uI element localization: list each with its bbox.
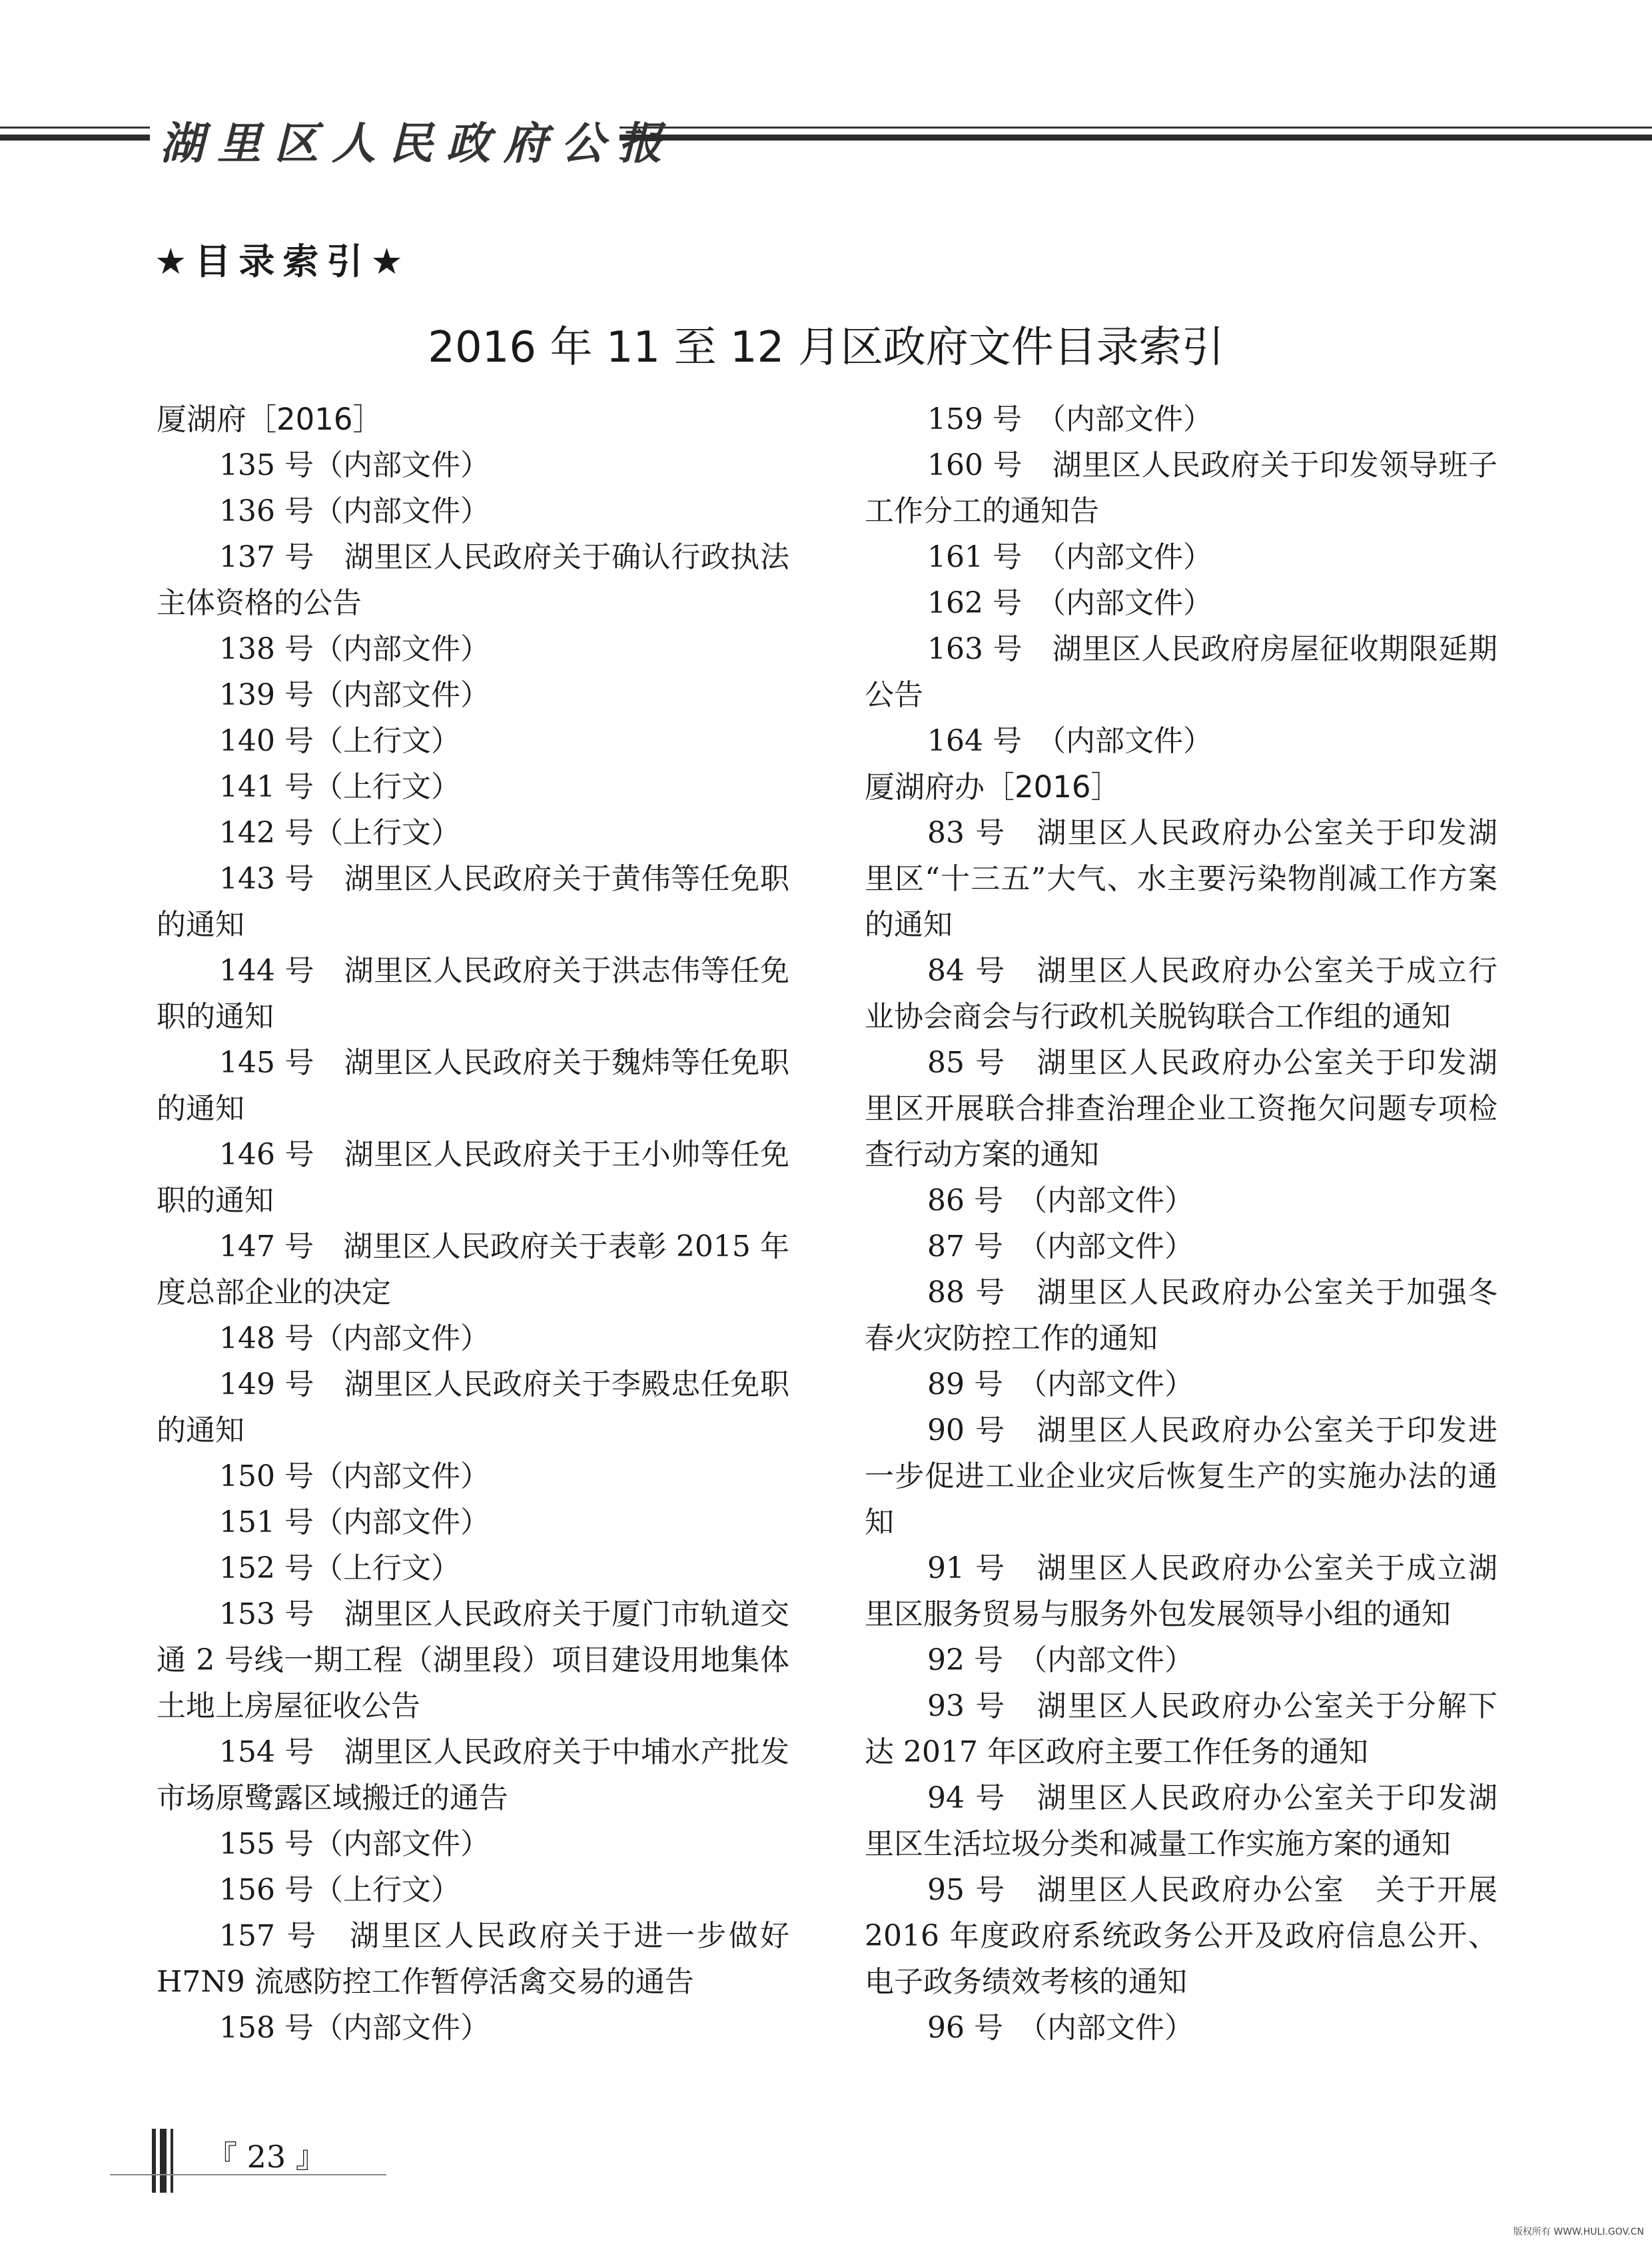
right-entry-list-a xyxy=(865,396,1497,764)
document-entry: 148 号（内部文件） xyxy=(219,1321,490,1355)
document-entry: 135 号（内部文件） xyxy=(219,448,490,482)
right-column xyxy=(865,396,1497,2051)
bulletin-header xyxy=(0,100,1652,173)
group-heading-fu: 厦湖府［2016］ xyxy=(157,402,383,437)
left-entry-list xyxy=(157,442,789,2051)
copyright-notice: 版权所有 WWW.HULI.GOV.CN xyxy=(1513,2227,1644,2237)
document-entry: 90 号 湖里区人民政府办公室关于印发进一步促进工业企业灾后恢复生产的实施办法的通知 xyxy=(865,1413,1497,1539)
document-entry: 87 号 （内部文件） xyxy=(927,1230,1194,1264)
document-entry: 86 号 （内部文件） xyxy=(927,1184,1194,1218)
document-entry: 149 号 湖里区人民政府关于李殿忠任免职的通知 xyxy=(157,1367,789,1447)
document-entry: 137 号 湖里区人民政府关于确认行政执法主体资格的公告 xyxy=(157,540,789,620)
page-title: 2016 年 11 至 12 月区政府文件目录索引 xyxy=(428,323,1224,372)
document-entry: 147 号 湖里区人民政府关于表彰 2015 年度总部企业的决定 xyxy=(157,1230,789,1309)
document-entry: 139 号（内部文件） xyxy=(219,678,490,712)
document-entry: 83 号 湖里区人民政府办公室关于印发湖里区“十三五”大气、水主要污染物削减工作方案的通知 xyxy=(865,816,1497,942)
document-entry: 158 号（内部文件） xyxy=(219,2011,490,2045)
group-heading-fuban: 厦湖府办［2016］ xyxy=(865,769,1121,805)
document-entry: 91 号 湖里区人民政府办公室关于成立湖里区服务贸易与服务外包发展领导小组的通知 xyxy=(865,1551,1497,1631)
document-entry: 85 号 湖里区人民政府办公室关于印发湖里区开展联合排查治理企业工资拖欠问题专项检查行动方案的通知 xyxy=(865,1046,1497,1172)
document-entry: 164 号 （内部文件） xyxy=(927,724,1212,758)
document-entry: 153 号 湖里区人民政府关于厦门市轨道交通 2 号线一期工程（湖里段）项目建设用地集体土地上房屋征收公告 xyxy=(157,1597,789,1723)
document-entry: 84 号 湖里区人民政府办公室关于成立行业协会商会与行政机关脱钩联合工作组的通知 xyxy=(865,954,1497,1034)
section-label: ★目录索引★ xyxy=(155,240,411,282)
document-entry: 155 号（内部文件） xyxy=(219,1827,490,1861)
document-entry: 93 号 湖里区人民政府办公室关于分解下达 2017 年区政府主要工作任务的通知 xyxy=(865,1689,1497,1769)
document-entry: 88 号 湖里区人民政府办公室关于加强冬春火灾防控工作的通知 xyxy=(865,1276,1497,1355)
bulletin-title: 湖里区人民政府公报 xyxy=(160,118,675,169)
document-entry: 162 号 （内部文件） xyxy=(927,586,1212,620)
document-entry: 144 号 湖里区人民政府关于洪志伟等任免职的通知 xyxy=(157,954,789,1034)
left-column xyxy=(157,396,789,2051)
document-entry: 160 号 湖里区人民政府关于印发领导班子工作分工的通知告 xyxy=(865,448,1497,528)
document-entry: 89 号 （内部文件） xyxy=(927,1367,1194,1401)
document-entry: 145 号 湖里区人民政府关于魏炜等任免职的通知 xyxy=(157,1046,789,1126)
document-entry: 140 号（上行文） xyxy=(219,724,460,758)
document-entry: 163 号 湖里区人民政府房屋征收期限延期公告 xyxy=(865,632,1497,712)
document-entry: 157 号 湖里区人民政府关于进一步做好 H7N9 流感防控工作暂停活禽交易的通告 xyxy=(157,1919,789,1999)
document-entry: 136 号（内部文件） xyxy=(219,494,490,528)
document-entry: 96 号 （内部文件） xyxy=(927,2011,1194,2045)
document-entry: 161 号 （内部文件） xyxy=(927,540,1212,574)
document-entry: 142 号（上行文） xyxy=(219,816,460,850)
right-entry-list-b xyxy=(865,810,1497,2051)
document-entry: 143 号 湖里区人民政府关于黄伟等任免职的通知 xyxy=(157,862,789,942)
document-entry: 146 号 湖里区人民政府关于王小帅等任免职的通知 xyxy=(157,1138,789,1218)
document-entry: 150 号（内部文件） xyxy=(219,1459,490,1493)
document-entry: 152 号（上行文） xyxy=(219,1551,460,1585)
document-entry: 94 号 湖里区人民政府办公室关于印发湖里区生活垃圾分类和减量工作实施方案的通知 xyxy=(865,1781,1497,1861)
document-entry: 156 号（上行文） xyxy=(219,1873,460,1907)
document-entry: 141 号（上行文） xyxy=(219,770,460,804)
document-entry: 151 号（内部文件） xyxy=(219,1505,490,1539)
page-number: 『 23 』 xyxy=(206,2139,326,2175)
document-entry: 95 号 湖里区人民政府办公室 关于开展 2016 年度政府系统政务公开及政府信息公开、电子政务绩效考核的通知 xyxy=(865,1873,1497,1999)
document-entry: 138 号（内部文件） xyxy=(219,632,490,666)
document-entry: 92 号 （内部文件） xyxy=(927,1643,1194,1677)
document-entry: 159 号 （内部文件） xyxy=(927,402,1212,436)
document-entry: 154 号 湖里区人民政府关于中埔水产批发市场原鹭露区域搬迁的通告 xyxy=(157,1735,789,1815)
